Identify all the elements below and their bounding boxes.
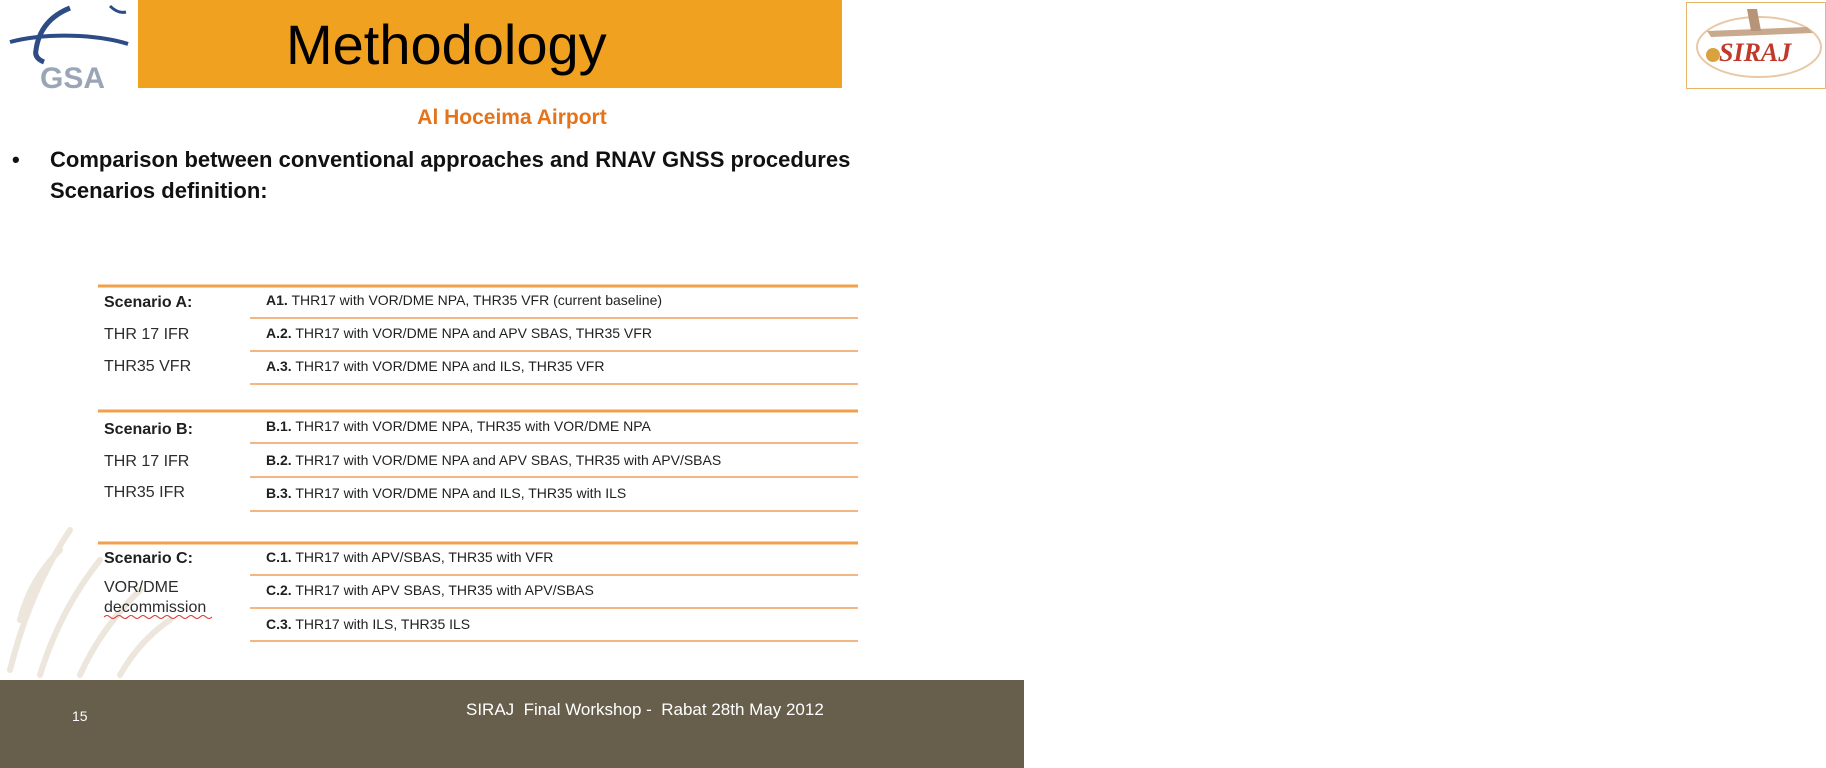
item-a1: A1. THR17 with VOR/DME NPA, THR35 VFR (current baseline) (266, 292, 663, 308)
item-a3: A.3. THR17 with VOR/DME NPA and ILS, THR35 VFR (266, 358, 605, 374)
bullet-line-2: Scenarios definition: (50, 178, 268, 203)
item-c3: C.3. THR17 with ILS, THR35 ILS (266, 616, 471, 632)
airplane-logo-icon (1687, 3, 1825, 88)
scenarios-figure (96, 280, 862, 650)
svg-text:SIRAJ: SIRAJ (1719, 38, 1792, 67)
bullet-line-1: Comparison between conventional approaches and RNAV GNSS procedures (50, 147, 851, 172)
item-b2: B.2. THR17 with VOR/DME NPA and APV SBAS, THR35 with APV/SBAS (266, 452, 722, 468)
scenario-b-block (98, 411, 858, 511)
gsa-logo-area (0, 0, 138, 95)
scenario-c-desc-1: VOR/DME (104, 579, 179, 596)
scenario-a-desc-2: THR35 VFR (104, 358, 192, 375)
siraj-logo-area (842, 0, 1792, 92)
bullet-point (12, 144, 850, 206)
item-c2: C.2. THR17 with APV SBAS, THR35 with APV/SBAS (266, 582, 594, 598)
scenario-b-name: Scenario B: (104, 421, 193, 438)
scenario-a-desc-1: THR 17 IFR (104, 326, 190, 343)
scenario-a-name: Scenario A: (104, 294, 193, 311)
scenario-c-name: Scenario C: (104, 550, 193, 567)
slide-subtitle: Al Hoceima Airport (417, 106, 607, 129)
scenario-c-block (98, 543, 858, 641)
footer-text: SIRAJ Final Workshop - Rabat 28th May 2012 (466, 700, 824, 719)
page-title: Methodology (286, 13, 607, 76)
scenario-a-block (98, 286, 858, 384)
svg-text:GSA: GSA (40, 62, 106, 95)
footer-bar (0, 680, 1024, 768)
scenario-c-desc-2: decommission (104, 599, 207, 616)
gsa-logo-icon (0, 0, 138, 95)
item-a2: A.2. THR17 with VOR/DME NPA and APV SBAS, THR35 VFR (266, 325, 652, 341)
page-number: 15 (72, 708, 88, 724)
item-b3: B.3. THR17 with VOR/DME NPA and ILS, THR35 with ILS (266, 485, 627, 501)
scenario-b-desc-2: THR35 IFR (104, 484, 185, 501)
siraj-logo (1686, 2, 1826, 89)
bullet-icon: • (12, 147, 20, 172)
item-c1: C.1. THR17 with APV/SBAS, THR35 with VFR (266, 549, 554, 565)
scenario-b-desc-1: THR 17 IFR (104, 453, 190, 470)
item-b1: B.1. THR17 with VOR/DME NPA, THR35 with VOR/DME NPA (266, 418, 651, 434)
